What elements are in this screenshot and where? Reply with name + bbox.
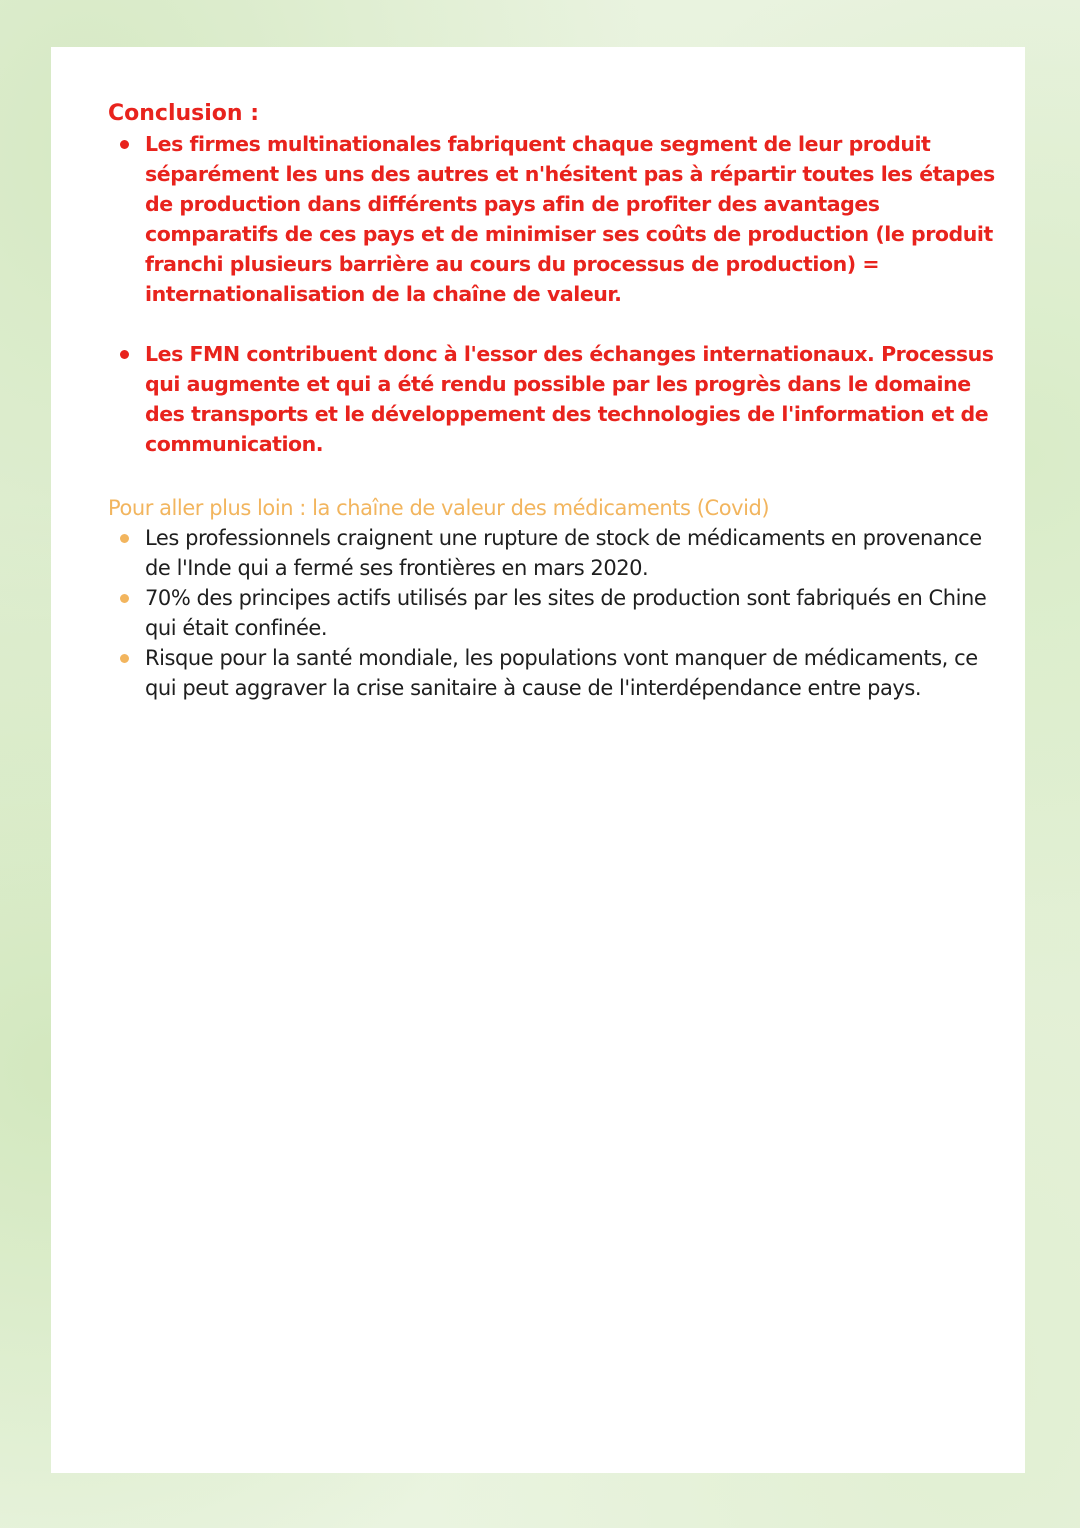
bullet-icon [120,654,129,663]
bullet-icon [120,534,129,543]
further-item-text: 70% des principes actifs utilisés par les sites de production sont fabriqués en Chine qui était confinée. [145,586,987,640]
conclusion-item [108,339,998,459]
further-list [108,523,998,703]
further-item-text: Les professionnels craignent une rupture de stock de médicaments en provenance de l'Inde qui a fermé ses frontières en mars 2020. [145,526,982,580]
document-page [51,47,1025,1473]
list-spacer [108,309,998,339]
page-content [108,99,998,703]
bullet-icon [120,350,129,359]
conclusion-item [108,129,998,309]
further-item [108,523,998,583]
conclusion-item-text: Les FMN contribuent donc à l'essor des échanges internationaux. Processus qui augmente et qui a été rendu possible par les progrès dans le domaine des transports et le développement des technologies de l'information et de communication. [145,342,994,456]
further-item [108,583,998,643]
conclusion-item-text: Les firmes multinationales fabriquent chaque segment de leur produit séparément les uns des autres et n'hésitent pas à répartir toutes les étapes de production dans différents pays afin de profiter des avantages comparatifs de ces pays et de minimiser ses coûts de production (le produit franchi plusieurs barrière au cours du processus de production) = internationalisation de la chaîne de valeur. [145,132,995,306]
bullet-icon [120,594,129,603]
further-item [108,643,998,703]
further-item-text: Risque pour la santé mondiale, les populations vont manquer de médicaments, ce qui peut aggraver la crise sanitaire à cause de l'interdépendance entre pays. [145,646,978,700]
further-heading: Pour aller plus loin : la chaîne de valeur des médicaments (Covid) [108,496,770,520]
conclusion-heading: Conclusion : [108,101,260,126]
conclusion-list [108,129,998,459]
bullet-icon [120,140,129,149]
